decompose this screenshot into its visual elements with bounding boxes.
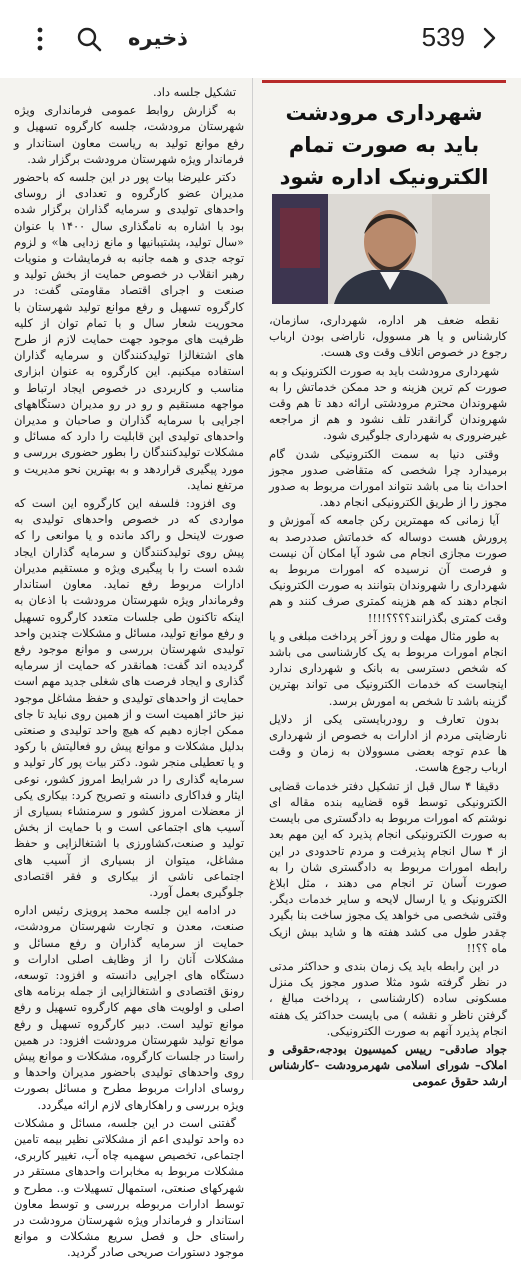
left-column-article	[14, 84, 244, 1260]
article-paragraph: جواد صادقی– رییس کمیسیون بودجه،حقوقی و املاک– شورای اسلامی شهرمرودشت –کارشناس ارشد حقوق عمومی	[269, 1041, 507, 1089]
article-paragraph: وی افزود: فلسفه این کارگروه این است که مواردی که در خصوص واحدهای تولیدی به صورت لاینحل و راکد مانده و یا موانعی را که پیش روی تولیدکنندگان و سرمایه گذاران ایجاد شده است را با پیگیری ویژه و مستقیم مدیران ادارات مربوط رفع نماید. معاون استاندار وفرماندار ویژه شهرستان مرودشت با اذعان به اینکه تاکنون طی جلسات متعدد کارگروه تسهیل و رفع موانع تولید، مسائل و مشکلات چندین واحد تولیدی شهرستان بررسی و موانع موجود رفع گردیده اند گفت: همانقدر که حمایت از سرمایه گذاری و ایجاد فرصت های شغلی جدید مهم است حمایت از واحدهای تولیدی و حفظ مشاغل موجود نیز حائز اهمیت است و از همین روی نباید تا جای ممکن اجازه دهیم که هیچ واحد تولیدی و صنعتی بدلیل مشکلات و موانع پیش رو فعالیتش با رکود و یا تعطیلی منجر شود. دکتر بیات پور کار تولید و سرمایه گذاری را در شرایط امروز کشور، نوعی ایثار و فداکاری دانسته و تصریح کرد: بیکاری یکی از معضلات امروز کشور و سرمنشاء بسیاری از آسیب های اجتماعی است و با حمایت از بخش تولید و صنعت،کشاورزی با اشتغالزایی و حفظ مشاغل، میتوان از بسیاری از آسیب های اجتماعی ناشی از بیکاری و فقر اقتصادی جلوگیری بعمل آورد.	[14, 496, 244, 899]
article-paragraph: دکتر علیرضا بیات پور در این جلسه که باحضور مدیران عضو کارگروه و تعدادی از روسای واحدهای تولیدی و سرمایه گذاران برگزار شده بود با اشاره به نامگذاری سال ۱۴۰۰ با عنوان «سال تولید، پشتیبانیها و مانع زدایی ها» و لزوم توجه جدی و همه جانبه به فرمایشات و منویات رهبر انقلاب در خصوص حمایت از بخش تولید و صنعت و اجرای اقتصاد مقاومتی گفت: در کارگروه تسهیل و رفع موانع تولید شهرستان با محوریت شعار سال و با تمام توان از کلیه ظرفیت های موجود جهت حمایت لازم از طرح های اشتغالزا تولیدکنندگان و سرمایه گذاران استفاده میکنیم. این کارگروه به عنوان ابزاری مناسب و کاربردی در خصوص ایجاد ارتباط و مواجهه مستقیم و رو در رو مدیران دستگاههای اجرایی با سرمایه گذاران و صاحبان و مدیران واحدهای تولیدی این قابلیت را دارد که مسائل و مشکلات تولیدکنندگان را بطور حضوری بررسی و مورد پیگیری قراردهد و به بهترین نحو مدیریت و مرتفع نماید.	[14, 170, 244, 492]
search-icon[interactable]	[76, 26, 102, 52]
article-paragraph: در این رابطه باید یک زمان بندی و حداکثر مدتی در نظر گرفته شود مثلا صدور مجوز یک منزل مسکونی ساده (کارشناسی ، پرداخت مبالغ ، گرفتن ناظر و نقشه ) می بایست حداکثر یک هفته انجام پذیرد آنهم به صورت الکترونیکی.	[269, 958, 507, 1038]
page-number: 539	[421, 22, 465, 52]
article-headline: شهرداری مرودشت باید به صورت تمام الکترونیک اداره شود	[279, 101, 489, 189]
article-paragraph: دقیقا ۴ سال قبل از تشکیل دفتر خدمات قضایی الکترونیکی توسط قوه قضاییه بنده مقاله ای نوشتم که امورات مربوط به دادگستری می بایست به صورت الکترونیکی انجام پذیرد که این مهم بعد از ۴ سال انجام پذیرفت و مردم تاحدودی در این رابطه امورات مربوط به دادگستری شان را به صورت آسان تر انجام می دهند ، مثل ابلاغ الکترونیک و یا ارسال لایحه و سایر خدمات دیگر. وقتی شخصی می خواهد یک مجوز ساخت بنا بگیرد چقدر طول می کشد هفته ها و شاید بیش ازیک ماه ؟؟!!	[269, 778, 507, 955]
save-button[interactable]: ذخیره	[128, 26, 188, 50]
article-paragraph: آیا زمانی که مهمترین رکن جامعه که آموزش و پرورش هست دوساله که خدماتش صددرصد به صورت مجازی انجام می شود آیا امکان آن نیست و فرصت آن نرسیده که امورات مربوط به شهرداری را شهروندان بتوانند به صورت الکترونیک انجام دهند که هم هزینه کمتری صرف کنند و هم وقت کمتری بگذرانند؟؟؟؟!!!!	[269, 513, 507, 625]
article-paragraph: وقتی دنیا به سمت الکترونیکی شدن گام برمیدارد چرا شخصی که متقاضی صدور مجوز احداث بنا می باشد نتواند امورات مربوط به صدور مجوز را از طریق الکترونیکی انجام دهد.	[269, 446, 507, 510]
app-toolbar	[0, 0, 521, 79]
article-paragraph: گفتنی است در این جلسه، مسائل و مشکلات ده واحد تولیدی اعم از مشکلاتی نظیر بیمه تامین اجتماعی، تخصیص سهمیه چاه آب، تغییر کاربری، مشکلات مربوط به مخابرات واحدهای مستقر در شهرکهای صنعتی، استمهال تسهیلات و.. مطرح و توسط ادارات مربوطه بررسی و توسط معاون استاندار و فرماندار ویژه شهرستان مرودشت در راستای حل و فصل سریع مشکلات و موانع موجود دستورات صریحی صادر گردید.	[14, 1115, 244, 1260]
newspaper-page	[0, 78, 521, 1260]
article-paragraph: تشکیل جلسه داد.	[153, 85, 236, 99]
article-paragraph: بدون تعارف و رودربایستی یکی از دلایل نارضایتی مردم از ادارات به خصوص از شهرداری ها عدم توجه بعضی مسوولان به زمان و وقت ارباب رجوع هاست.	[269, 711, 507, 775]
chevron-right-icon[interactable]	[477, 26, 501, 50]
right-column-article	[269, 312, 507, 1089]
article-paragraph: در ادامه این جلسه محمد پرویزی رئیس اداره صنعت، معدن و تجارت شهرستان مرودشت، حمایت از سرمایه گذاران و رفع مسائل و مشکلات آنان را از وظایف اصلی ادارات و دستگاه های اجرایی دانسته و افزود: توسعه، رونق اقتصادی و اشتغالزایی از جمله برنامه های اصلی و اولویت های مهم کارگروه تسهیل و رفع موانع تولید است. دبیر کارگروه تسهیل و رفع موانع تولید شهرستان مرودشت افزود: در همین راستا در جلسات کارگروه، مشکلات و موانع پیش روی واحدهای تولیدی باحضور مدیران واحدها و روسای ادارات مربوط مطرح و مسائل بصورت ویژه بررسی و راهکارهای لازم ارائه میگردد.	[14, 903, 244, 1112]
portrait-photo	[272, 194, 490, 304]
article-paragraph: به طور مثال مهلت و روز آخر پرداخت مبلغی و یا انجام امورات مربوط به یک کارشناسی می باشد که شخص دسترسی به بانک و شهرداری ندارد اینجاست که خدمات الکترونیک می تواند بهترین گزینه باشد تا شخص به امورش برسد.	[269, 628, 507, 708]
article-paragraph: شهرداری مرودشت باید به صورت الکترونیک و به صورت کم ترین هزینه و حد ممکن خدماتش را به شهروندان محترم مرودشتی ارائه دهد تا هم وقت شهروندان گرانقدر تلف نشود و هم از مراجعه غیرضروری به شهرداری جلوگیری شود.	[269, 363, 507, 443]
more-vertical-icon[interactable]	[30, 26, 50, 52]
article-paragraph: نقطه ضعف هر اداره، شهرداری، سازمان، کارشناس و یا هر مسوول، ناراضی بودن ارباب رجوع در خصوص اتلاف وقت وی هست.	[269, 313, 507, 360]
column-divider	[252, 78, 253, 1080]
article-paragraph: به گزارش روابط عمومی فرمانداری ویژه شهرستان مرودشت، جلسه کارگروه تسهیل و رفع موانع تولید به ریاست معاون استاندار و فرماندار ویژه شهرستان مرودشت برگزار شد.	[14, 103, 244, 166]
